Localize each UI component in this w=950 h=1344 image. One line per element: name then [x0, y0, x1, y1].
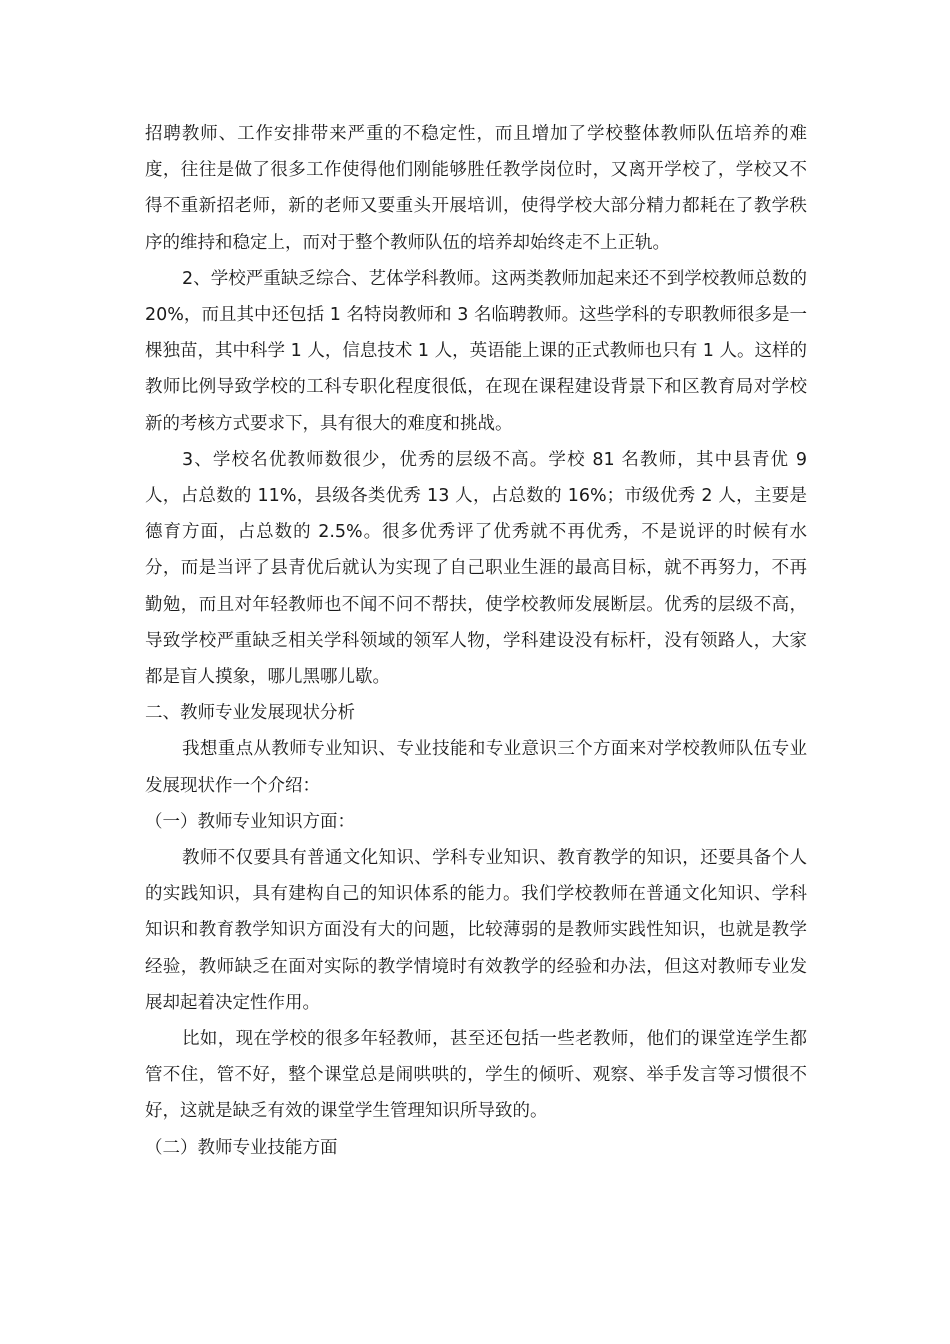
paragraph-knowledge: 教师不仅要具有普通文化知识、学科专业知识、教育教学的知识，还要具备个人的实践知识，具有建构自己的知识体系的能力。我们学校教师在普通文化知识、学科知识和教育教学知识方面没有大的问题，比较薄弱的是教师实践性知识，也就是教学经验，教师缺乏在面对实际的教学情境时有效教学的经验和办法，但这对教师专业发展却起着决定性作用。: [145, 848, 807, 1013]
paragraph-example: 比如，现在学校的很多年轻教师，甚至还包括一些老教师，他们的课堂连学生都管不住，管不好，整个课堂总是闹哄哄的，学生的倾听、观察、举手发言等习惯很不好，这就是缺乏有效的课堂学生管理知识所导致的。: [145, 1029, 807, 1122]
paragraph-point-3: 3、学校名优教师数很少，优秀的层级不高。学校 81 名教师，其中县青优 9 人，占总数的 11%，县级各类优秀 13 人，占总数的 16%；市级优秀 2 人，主要是德育方面，占总数的 2.5%。很多优秀评了优秀就不再优秀，不是说评的时候有水分，而是当评了县青优后就认为实现了自己职业生涯的最高目标，就不再努力，不再勤勉，而且对年轻教师也不闻不问不帮扶，使学校教师发展断层。优秀的层级不高，导致学校严重缺乏相关学科领域的领军人物，学科建设没有标杆，没有领路人，大家都是盲人摸象，哪儿黑哪儿歇。: [145, 449, 807, 688]
subsection-heading-knowledge: （一）教师专业知识方面：: [145, 811, 355, 832]
paragraph-point-2: 2、学校严重缺乏综合、艺体学科教师。这两类教师加起来还不到学校教师总数的 20%，而且其中还包括 1 名特岗教师和 3 名临聘教师。这些学科的专职教师很多是一棵独苗，其中科学 1 人，信息技术 1 人，英语能上课的正式教师也只有 1 人。这样的教师比例导致学校的工科专职化程度很低，在现在课程建设背景下和区教育局对学校新的考核方式要求下，具有很大的难度和挑战。: [145, 268, 807, 434]
section-heading: 二、教师专业发展现状分析: [145, 703, 355, 724]
subsection-heading-skills: （二）教师专业技能方面: [145, 1137, 338, 1158]
paragraph-continuation: 招聘教师、工作安排带来严重的不稳定性，而且增加了学校整体教师队伍培养的难度，往往是做了很多工作使得他们刚能够胜任教学岗位时，又离开学校了，学校又不得不重新招老师，新的老师又要重头开展培训，使得学校大部分精力都耗在了教学秩序的维持和稳定上，而对于整个教师队伍的培养却始终走不上正轨。: [145, 124, 807, 253]
document-body: [145, 116, 807, 1166]
paragraph-intro: 我想重点从教师专业知识、专业技能和专业意识三个方面来对学校教师队伍专业发展现状作一个介绍：: [145, 739, 807, 796]
